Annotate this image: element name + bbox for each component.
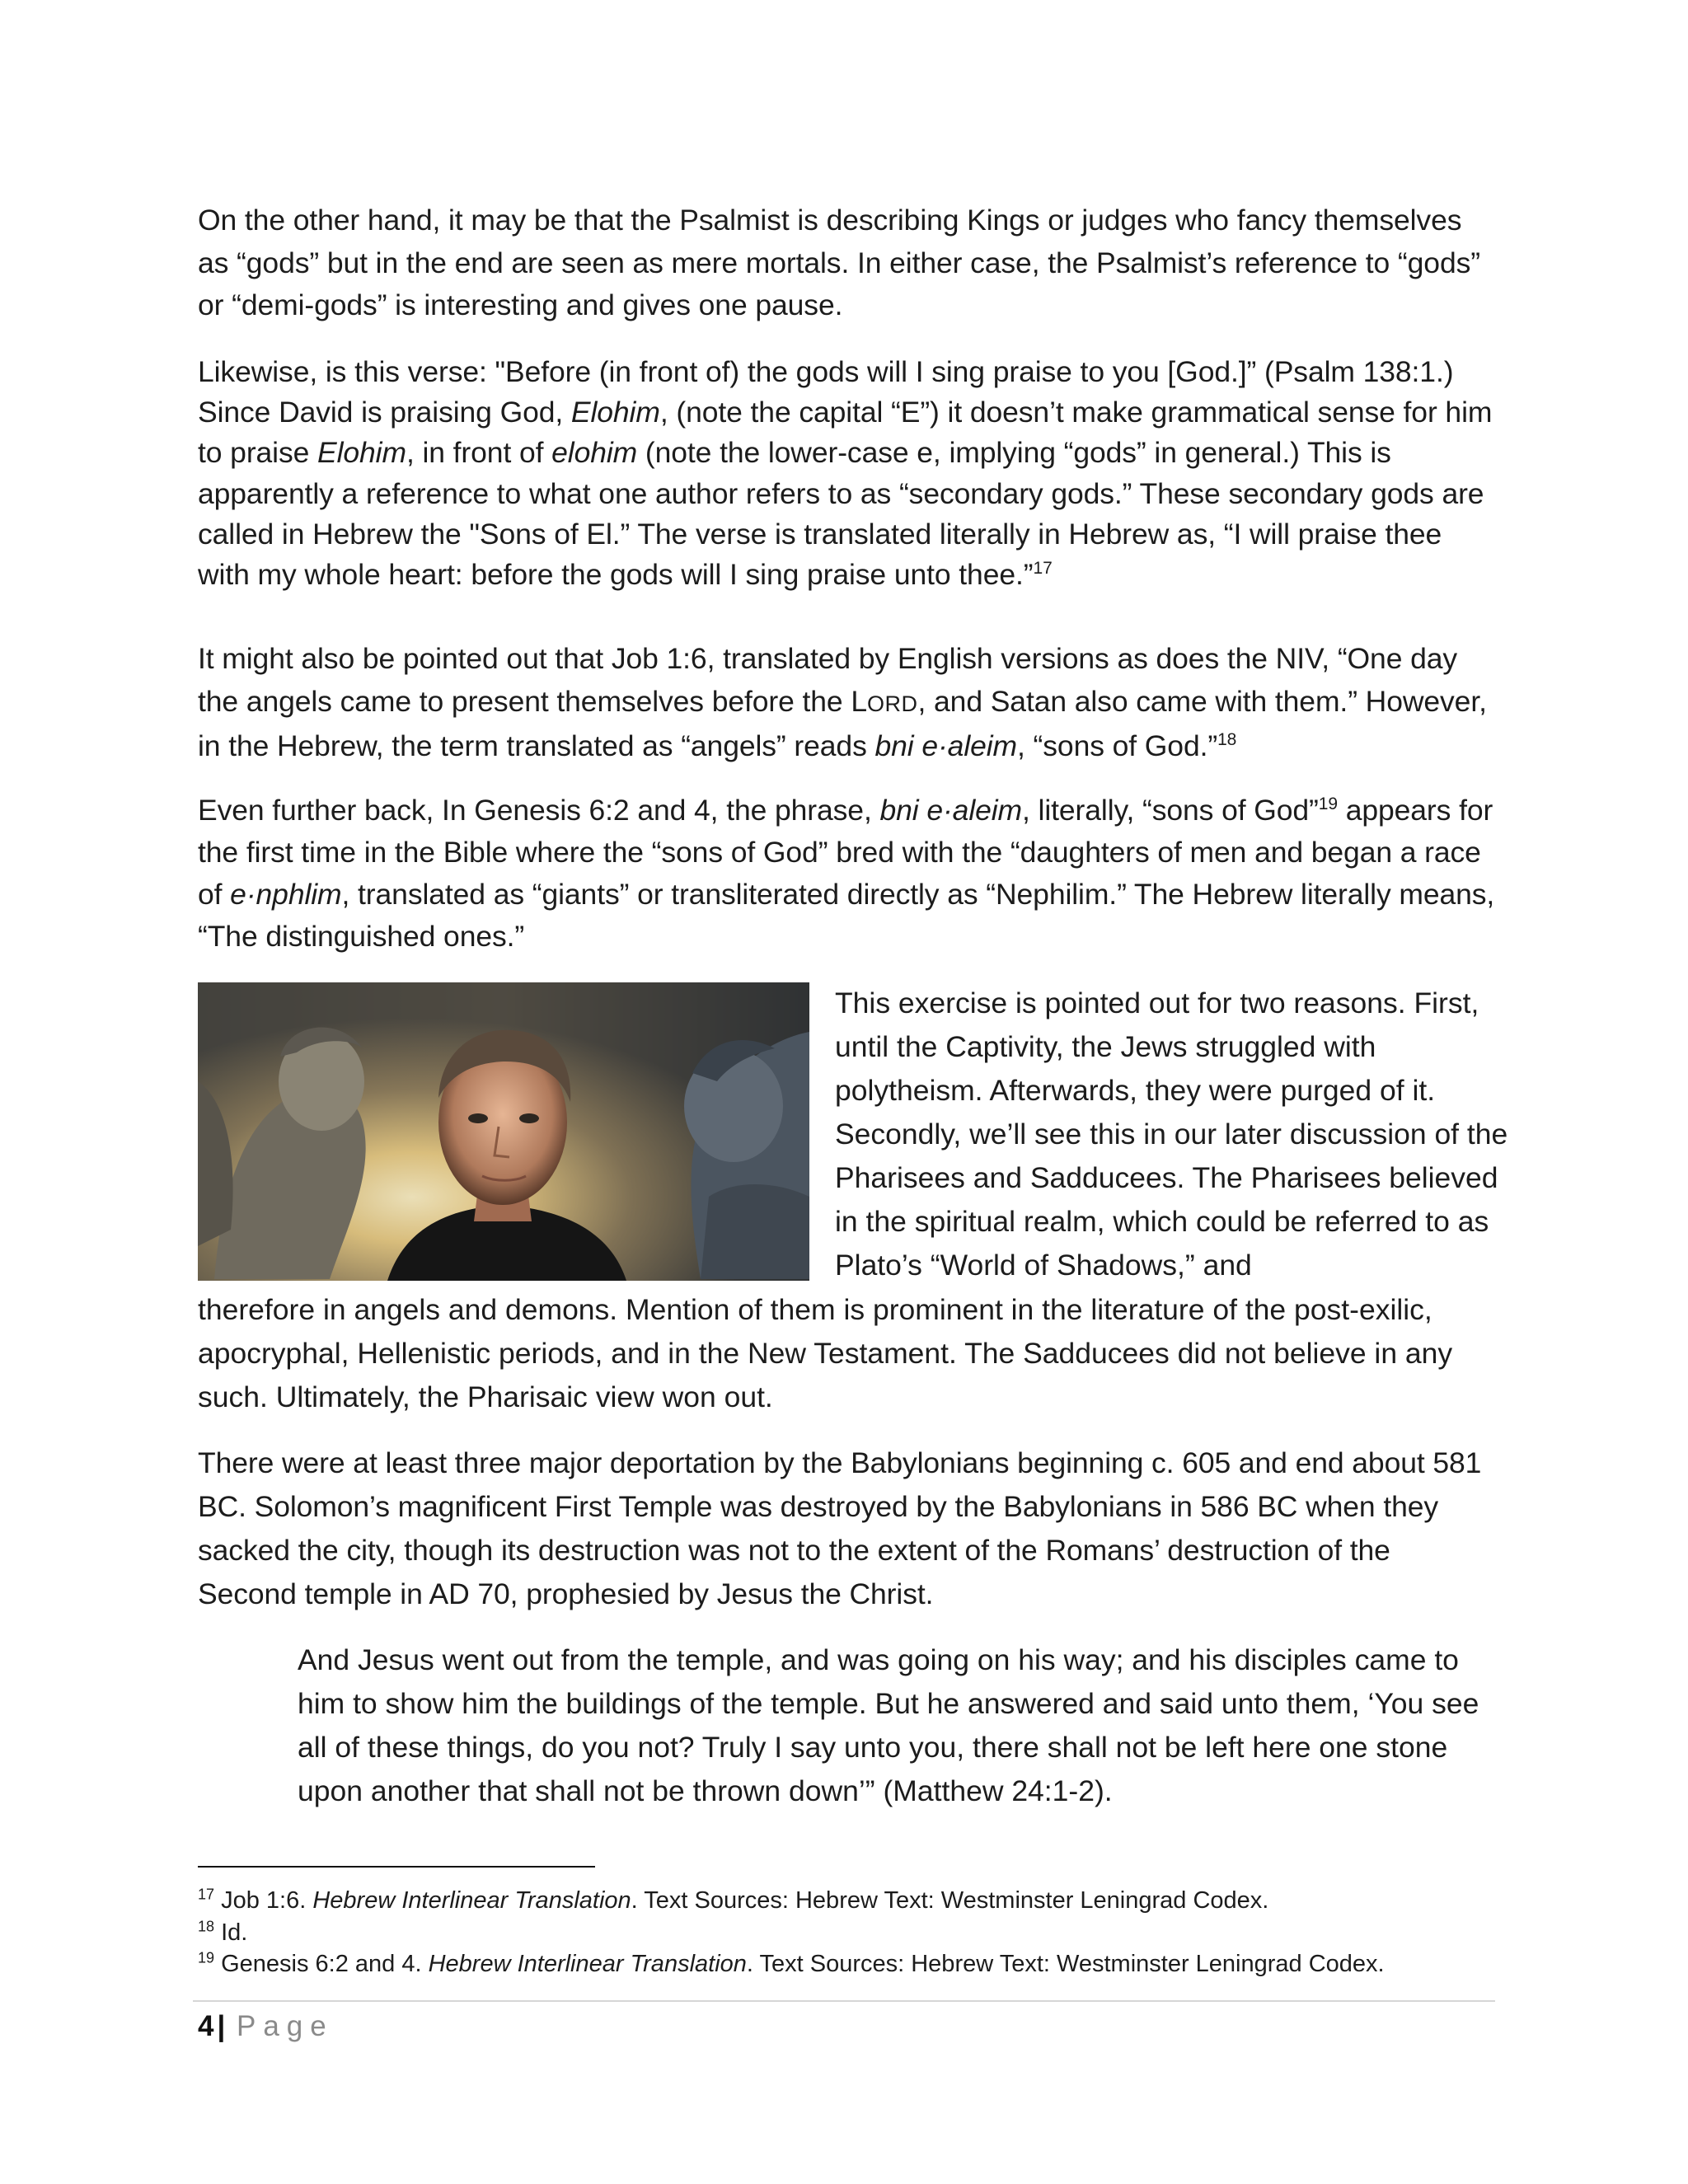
footnote-number: 18 <box>198 1918 215 1935</box>
paragraph-text: (note the lower-case e, implying “gods” in general.) This is apparently a reference to what one author refers to as “secondary gods.” These secondary gods are called in Hebrew the "Sons of El.” The verse is translated literally in Hebrew as, “I will praise thee with my whole heart: before the gods will I sing praise unto thee.” <box>198 436 1484 592</box>
paragraph-psalmist <box>198 199 1496 327</box>
paragraph-text: , in front of <box>406 436 552 470</box>
page-number: 4 <box>198 2010 214 2042</box>
footnote-title: Hebrew Interlinear Translation <box>428 1951 747 1977</box>
paragraph-text: therefore in angels and demons. Mention of them is prominent in the literature of the post-exilic, apocryphal, Hellenistic periods, and in the New Testament. The Sadducees did not believe in any such. Ultimately, the Pharisaic view won out. <box>198 1293 1453 1413</box>
footnote-number: 17 <box>198 1886 215 1903</box>
footnote-ref-19[interactable]: 19 <box>1318 794 1338 814</box>
italic-term: Elohim <box>317 436 406 470</box>
paragraph-babylonian-deportation <box>198 1441 1496 1616</box>
footnote-text: . Text Sources: Hebrew Text: Westminster Leningrad Codex. <box>746 1951 1385 1977</box>
footnote-number: 19 <box>198 1949 215 1966</box>
italic-term: Elohim <box>570 396 660 429</box>
footnote-18 <box>198 1917 1496 1948</box>
illustration-man-with-statues <box>198 982 809 1281</box>
footnote-separator <box>198 1866 595 1868</box>
footnote-19 <box>198 1948 1496 1980</box>
paragraph-text: There were at least three major deportation by the Babylonians beginning c. 605 and end about 581 BC. Solomon’s magnificent First Temple was destroyed by the Babylonians in 586 BC when they sacked the city, though its destruction was not to the extent of the Romans’ destruction of the Second temple in AD 70, prophesied by Jesus the Christ. <box>198 1446 1482 1610</box>
demon-statue-right <box>684 1032 809 1279</box>
footer-separator-bar: | <box>217 2010 226 2042</box>
small-caps-lord: L <box>851 684 867 718</box>
paragraph-genesis <box>198 790 1496 958</box>
footnote-ref-18[interactable]: 18 <box>1217 730 1237 750</box>
paragraph-text: , (note the capital “E”) it doesn’t make grammatical sense for him to praise <box>198 396 1493 470</box>
paragraph-text: On the other hand, it may be that the Psalmist is describing Kings or judges who fancy themselves as “gods” but in the end are seen as mere mortals. In either case, the Psalmist’s reference to “gods” or “demi-gods” is interesting and gives one pause. <box>198 204 1480 321</box>
paragraph-psalm-138 <box>198 352 1496 595</box>
paragraph-text: , translated as “giants” or transliterated directly as <box>341 878 987 911</box>
footnote-text: Id. <box>214 1919 248 1946</box>
italic-term: elohim <box>551 436 638 470</box>
paragraph-text: , “sons of God.” <box>1017 729 1218 762</box>
paragraph-job <box>198 638 1496 768</box>
footnote-ref-17[interactable]: 17 <box>1033 559 1053 579</box>
footnote-text: Job 1:6. <box>214 1887 313 1914</box>
footnote-17 <box>198 1885 1496 1916</box>
paragraph-text: Likewise, is this verse: "Before (in front of) the gods will I sing praise to you [God.]” (Psalm 138:1.) Since David is praising God, <box>198 355 1454 429</box>
italic-term: bni e·aleim <box>879 794 1023 827</box>
paragraph-text: It might also be pointed out that Job 1:6, translated by English versions as does the NIV, “One day the angels came to present themselves before the <box>198 642 1458 718</box>
italic-term: bni e·aleim <box>874 729 1018 762</box>
quote-text: And Jesus went out from the temple, and was going on his way; and his disciples came to him to show him the buildings of the temple. But he answered and said unto them, ‘You see all of these things, do you not? Truly I say unto you, there shall not be left here one stone upon another that shall not be thrown down’” (Matthew 24:1-2). <box>298 1643 1479 1807</box>
block-quote-matthew <box>298 1638 1496 1813</box>
page-label: Page <box>237 2010 334 2042</box>
small-caps-lord: ORD <box>867 691 918 716</box>
movie-still-image <box>198 982 809 1281</box>
paragraph-text: , literally, “sons of God” <box>1022 794 1319 827</box>
paragraph-continued <box>198 1288 1496 1419</box>
footnote-text: . Text Sources: Hebrew Text: Westminster Leningrad Codex. <box>631 1887 1269 1914</box>
footnote-text: Genesis 6:2 and 4. <box>214 1951 429 1977</box>
paragraph-text: appears for the first time in the Bible where the “sons of God” bred with the “daughters of men and began a race of <box>198 794 1493 911</box>
paragraph-wrapped-beside-image <box>835 982 1511 1287</box>
paragraph-text: “Nephilim.” The Hebrew literally means, “The distinguished ones.” <box>198 878 1495 953</box>
footnote-title: Hebrew Interlinear Translation <box>312 1887 631 1914</box>
italic-term: e·nphlim <box>230 878 342 911</box>
page-footer <box>198 2008 334 2046</box>
paragraph-text: , and Satan also came with them.” However, in the Hebrew, the term translated as “angels” reads <box>198 684 1487 762</box>
paragraph-text: Even further back, In Genesis 6:2 and 4, the phrase, <box>198 794 880 827</box>
paragraph-text: This exercise is pointed out for two reasons. First, until the Captivity, the Jews struggled with polytheism. Afterwards, they were purged of it. Secondly, we’ll see this in our later discussion of the Pharisees and Sadducees. The Pharisees believed in the spiritual realm, which could be referred to as Plato’s “World of Shadows,” and <box>835 987 1508 1282</box>
footer-separator <box>193 2000 1495 2002</box>
